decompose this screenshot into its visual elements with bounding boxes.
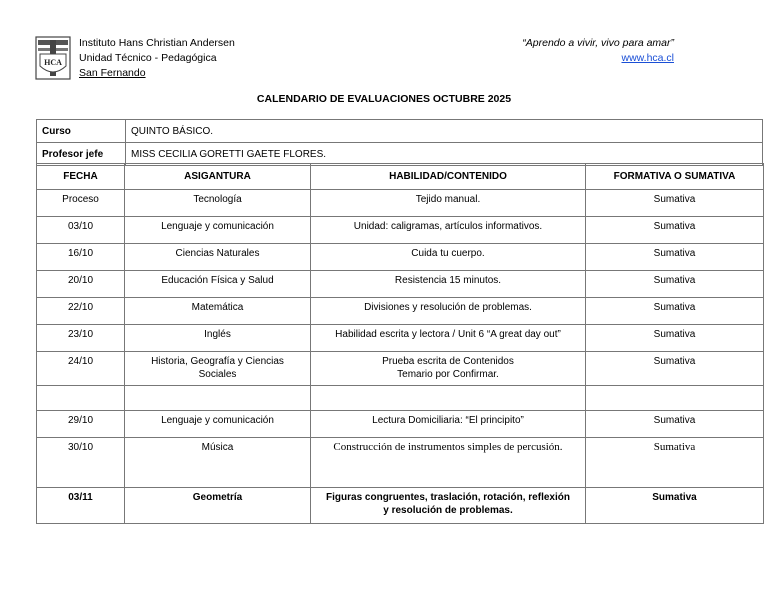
cell-empty (311, 386, 586, 411)
curso-row (37, 120, 763, 143)
cell-fecha: 03/10 (37, 217, 125, 244)
table-row (37, 190, 764, 217)
cell-asignatura: Geometría (125, 488, 311, 524)
header-tipo: FORMATIVA O SUMATIVA (586, 164, 764, 190)
cell-tipo: Sumativa (586, 488, 764, 524)
cell-asignatura: Inglés (125, 325, 311, 352)
cell-asignatura: Lenguaje y comunicación (125, 411, 311, 438)
motto-text: “Aprendo a vivir, vivo para amar” (522, 37, 674, 49)
page-title: CALENDARIO DE EVALUACIONES OCTUBRE 2025 (256, 93, 512, 105)
cell-contenido-line: Prueba escrita de Contenidos (382, 356, 514, 367)
cell-tipo: Sumativa (586, 190, 764, 217)
cell-tipo: Sumativa (586, 217, 764, 244)
cell-asignatura: Educación Física y Salud (125, 271, 311, 298)
cell-contenido: Resistencia 15 minutos. (311, 271, 586, 298)
cell-fecha: 24/10 (37, 352, 125, 386)
logo-letters: HCA (44, 58, 62, 67)
table-row-empty (37, 386, 764, 411)
cell-fecha: 30/10 (37, 438, 125, 488)
cell-contenido: Unidad: caligramas, artículos informativos. (311, 217, 586, 244)
curso-label: Curso (37, 120, 126, 143)
profesor-label: Profesor jefe (37, 143, 126, 166)
table-row (37, 271, 764, 298)
table-row (37, 217, 764, 244)
cell-asignatura: Tecnología (125, 190, 311, 217)
cell-asignatura: Matemática (125, 298, 311, 325)
cell-tipo: Sumativa (586, 352, 764, 386)
info-table (36, 119, 763, 166)
cell-fecha: 16/10 (37, 244, 125, 271)
cell-asignatura (125, 352, 311, 386)
cell-tipo: Sumativa (586, 325, 764, 352)
cell-contenido-line: Figuras congruentes, traslación, rotación, reflexión (326, 492, 570, 503)
table-header (37, 164, 764, 190)
header-contenido: HABILIDAD/CONTENIDO (311, 164, 586, 190)
table-row (37, 352, 764, 386)
evaluations-table (36, 163, 764, 524)
cell-asignatura: Ciencias Naturales (125, 244, 311, 271)
cell-contenido: Lectura Domiciliaria: “El principito” (311, 411, 586, 438)
header-asignatura: ASIGANTURA (125, 164, 311, 190)
profesor-value: MISS CECILIA GORETTI GAETE FLORES. (126, 143, 763, 166)
cell-asignatura-line: Historia, Geografía y Ciencias (151, 356, 284, 367)
cell-contenido-line: Temario por Confirmar. (397, 369, 499, 380)
table-row (37, 411, 764, 438)
cell-contenido: Cuida tu cuerpo. (311, 244, 586, 271)
cell-empty (586, 386, 764, 411)
cell-contenido (311, 488, 586, 524)
institution-block (79, 36, 235, 81)
table-row (37, 488, 764, 524)
cell-fecha: 22/10 (37, 298, 125, 325)
cell-fecha: Proceso (37, 190, 125, 217)
cell-fecha: 23/10 (37, 325, 125, 352)
cell-contenido: Tejido manual. (311, 190, 586, 217)
cell-empty (125, 386, 311, 411)
city-link[interactable]: San Fernando (79, 67, 146, 79)
table-row (37, 438, 764, 488)
cell-asignatura-line: Sociales (198, 369, 237, 380)
cell-tipo: Sumativa (586, 244, 764, 271)
cell-contenido-line: y resolución de problemas. (383, 505, 513, 516)
cell-fecha: 03/11 (37, 488, 125, 524)
cell-empty (37, 386, 125, 411)
cell-asignatura: Lenguaje y comunicación (125, 217, 311, 244)
website-link[interactable]: www.hca.cl (621, 52, 674, 64)
institution-name: Instituto Hans Christian Andersen (79, 37, 235, 49)
cell-contenido: Divisiones y resolución de problemas. (311, 298, 586, 325)
table-row (37, 298, 764, 325)
school-logo (35, 36, 71, 80)
cell-tipo: Sumativa (586, 298, 764, 325)
curso-value: QUINTO BÁSICO. (126, 120, 763, 143)
cell-contenido (311, 352, 586, 386)
cell-fecha: 20/10 (37, 271, 125, 298)
header-fecha: FECHA (37, 164, 125, 190)
table-row (37, 325, 764, 352)
cell-asignatura: Música (125, 438, 311, 488)
cell-tipo: Sumativa (586, 411, 764, 438)
cell-contenido: Habilidad escrita y lectora / Unit 6 “A great day out” (311, 325, 586, 352)
motto-block (522, 36, 674, 66)
cell-fecha: 29/10 (37, 411, 125, 438)
table-row (37, 244, 764, 271)
cell-tipo: Sumativa (586, 438, 764, 488)
unit-name: Unidad Técnico - Pedagógica (79, 52, 217, 64)
cell-contenido: Construcción de instrumentos simples de percusión. (311, 438, 586, 488)
cell-tipo: Sumativa (586, 271, 764, 298)
